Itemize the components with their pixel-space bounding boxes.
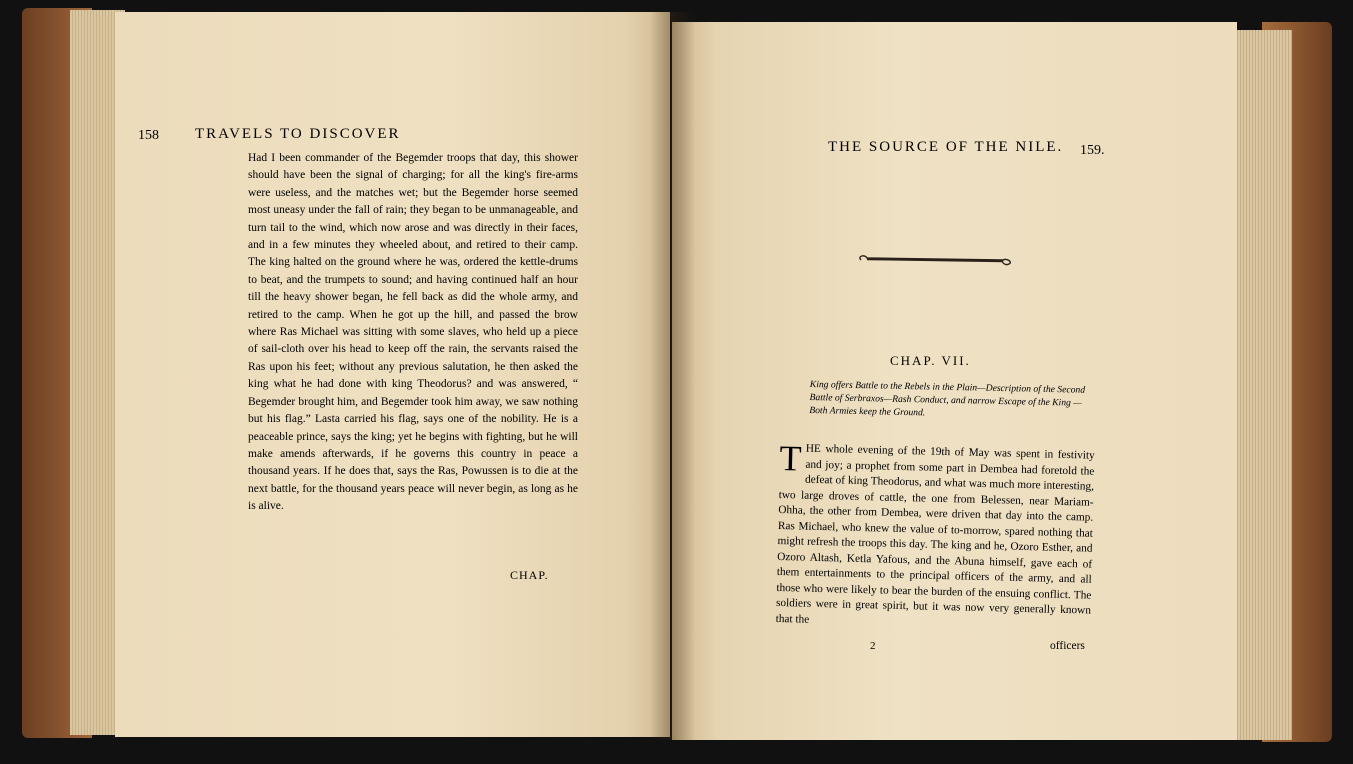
drop-cap: T — [779, 438, 803, 479]
left-paragraph: Had I been commander of the Begemder troops that day, this shower should have been the signal of charging; for all the king's fire-arms were useless, and the matches wet; but the Begemder horse seemed most uneasy under the fall of rain; they began to be unmanageable, and turn tail to the wind, which now arose and was directly in their faces, and in a few minutes they wheeled about, and retired to their camp. The king halted on the ground where he was, ordered the kettle-drums to beat, and the trumpets to sound; and having continued half an hour till the heavy shower began, he fell back as did the whole army, and retired to the camp. When he got up the hill, and passed the brow where Ras Michael was sitting with some slaves, who held up a piece of sail-cloth over his head to keep off the rain, the servants raised the Ras upon his feet; without any previous salutation, he then asked the king what he had done with king Theodorus? and was answered, “ Begemder brought him, and Begemder took him away, we saw nothing but his flag.” Lasta carried his flag, says one of the nobility. He is a peaceable prince, says the king; yet he begins with fighting, but he will make amends afterwards, if he governs this country in peace a thousand years. If he does that, says the Ras, Powussen is to die at the next battle, for the thousand years peace will never begin, as long as he is alive. — [248, 152, 578, 513]
ornament-rule — [855, 252, 1015, 268]
left-page-number: 158 — [138, 128, 159, 143]
right-page-number: 159. — [1080, 143, 1105, 158]
page-edges-right — [1232, 30, 1292, 740]
left-running-head: TRAVELS TO DISCOVER — [195, 126, 401, 142]
right-catchword: officers — [1050, 640, 1085, 652]
chapter-heading: CHAP. VII. — [890, 353, 971, 368]
left-catchword: CHAP. — [510, 568, 549, 582]
chapter-summary: King offers Battle to the Rebels in the Plain—Description of the Second Battle of Serbraxos—Rash Conduct, and narrow Escape of the King —Both Armies keep the Ground. — [809, 378, 1086, 419]
right-running-head: THE SOURCE OF THE NILE. — [828, 139, 1064, 155]
right-paragraph: HE whole evening of the 19th of May was spent in festivity and joy; a prophet from some part in Dembea had foretold the defeat of king Theodorus, and what was much more interesting, two large droves of cattle, the one from Belessen, near Mariam-Ohha, the other from Dembea, were driven that day into the camp. Ras Michael, who knew the value of to-morrow, spared nothing that might refresh the troops this day. The king and he, Ozoro Esther, and Ozoro Altash, Ketla Yafous, and the Abuna himself, gave each of them entertainments to the principal officers of the army, and all those who were likely to bear the burden of the ensuing conflict. The soldiers were in great spirit, but it was now very generally known that the — [775, 442, 1095, 626]
right-body-text — [775, 438, 1095, 635]
left-body-text — [248, 150, 578, 516]
book-gutter — [650, 12, 695, 740]
signature-mark: 2 — [870, 640, 876, 652]
